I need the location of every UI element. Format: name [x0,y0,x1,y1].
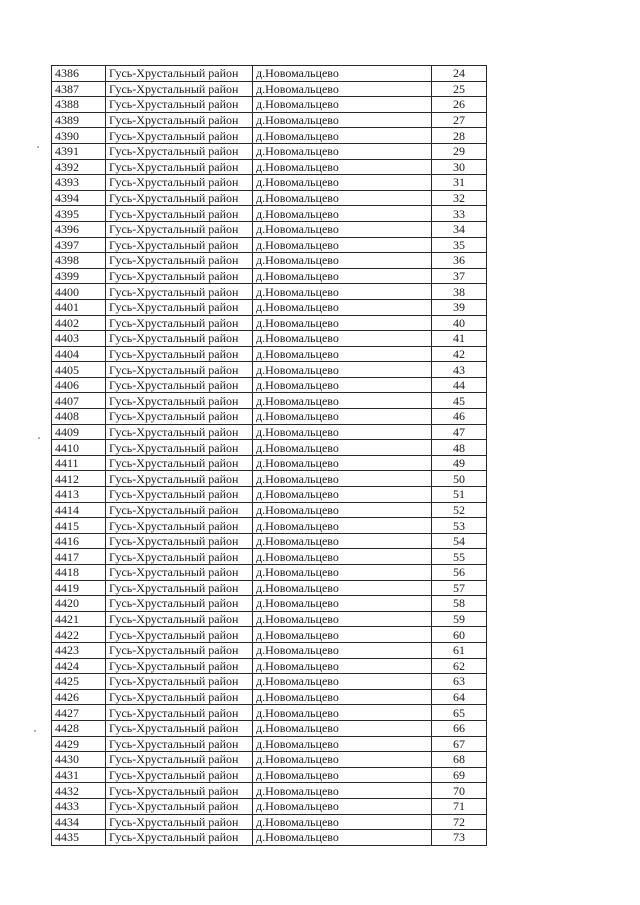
district-cell: Гусь-Хрустальный район [106,299,253,315]
record-number-cell: 4414 [52,502,106,518]
settlement-cell: д.Новомальцево [253,409,432,425]
house-number-cell: 72 [432,814,487,830]
house-number-cell: 63 [432,674,487,690]
district-cell: Гусь-Хрустальный район [106,689,253,705]
settlement-cell: д.Новомальцево [253,752,432,768]
district-cell: Гусь-Хрустальный район [106,487,253,503]
record-number-cell: 4407 [52,393,106,409]
district-cell: Гусь-Хрустальный район [106,674,253,690]
record-number-cell: 4422 [52,627,106,643]
settlement-cell: д.Новомальцево [253,440,432,456]
record-number-cell: 4397 [52,237,106,253]
record-number-cell: 4420 [52,596,106,612]
settlement-cell: д.Новомальцево [253,658,432,674]
house-number-cell: 57 [432,580,487,596]
district-cell: Гусь-Хрустальный район [106,658,253,674]
table-row [52,346,487,362]
district-cell: Гусь-Хрустальный район [106,393,253,409]
record-number-cell: 4401 [52,299,106,315]
table-row [52,674,487,690]
house-number-cell: 53 [432,518,487,534]
scan-speck [34,730,36,732]
district-cell: Гусь-Хрустальный район [106,175,253,191]
district-cell: Гусь-Хрустальный район [106,159,253,175]
district-cell: Гусь-Хрустальный район [106,705,253,721]
table-row [52,128,487,144]
house-number-cell: 31 [432,175,487,191]
district-cell: Гусь-Хрустальный район [106,331,253,347]
settlement-cell: д.Новомальцево [253,502,432,518]
house-number-cell: 73 [432,830,487,846]
settlement-cell: д.Новомальцево [253,362,432,378]
record-number-cell: 4398 [52,253,106,269]
table-row [52,97,487,113]
table-row [52,393,487,409]
record-number-cell: 4431 [52,767,106,783]
record-number-cell: 4426 [52,689,106,705]
table-row [52,362,487,378]
house-number-cell: 37 [432,268,487,284]
house-number-cell: 59 [432,611,487,627]
table-row [52,783,487,799]
settlement-cell: д.Новомальцево [253,128,432,144]
record-number-cell: 4427 [52,705,106,721]
house-number-cell: 49 [432,455,487,471]
settlement-cell: д.Новомальцево [253,565,432,581]
table-row [52,143,487,159]
house-number-cell: 28 [432,128,487,144]
table-row [52,409,487,425]
table-row [52,814,487,830]
house-number-cell: 35 [432,237,487,253]
house-number-cell: 36 [432,253,487,269]
table-row [52,159,487,175]
record-number-cell: 4408 [52,409,106,425]
house-number-cell: 38 [432,284,487,300]
district-cell: Гусь-Хрустальный район [106,253,253,269]
table-row [52,767,487,783]
district-cell: Гусь-Хрустальный район [106,409,253,425]
district-cell: Гусь-Хрустальный район [106,471,253,487]
table-row [52,580,487,596]
house-number-cell: 60 [432,627,487,643]
settlement-cell: д.Новомальцево [253,814,432,830]
district-cell: Гусь-Хрустальный район [106,143,253,159]
record-number-cell: 4392 [52,159,106,175]
district-cell: Гусь-Хрустальный район [106,783,253,799]
district-cell: Гусь-Хрустальный район [106,580,253,596]
settlement-cell: д.Новомальцево [253,736,432,752]
settlement-cell: д.Новомальцево [253,268,432,284]
district-cell: Гусь-Хрустальный район [106,112,253,128]
settlement-cell: д.Новомальцево [253,611,432,627]
house-number-cell: 25 [432,81,487,97]
settlement-cell: д.Новомальцево [253,346,432,362]
house-number-cell: 58 [432,596,487,612]
district-cell: Гусь-Хрустальный район [106,642,253,658]
table-row [52,705,487,721]
district-cell: Гусь-Хрустальный район [106,596,253,612]
settlement-cell: д.Новомальцево [253,674,432,690]
settlement-cell: д.Новомальцево [253,471,432,487]
record-number-cell: 4421 [52,611,106,627]
settlement-cell: д.Новомальцево [253,580,432,596]
house-number-cell: 45 [432,393,487,409]
district-cell: Гусь-Хрустальный район [106,518,253,534]
house-number-cell: 34 [432,221,487,237]
settlement-cell: д.Новомальцево [253,206,432,222]
house-number-cell: 67 [432,736,487,752]
record-number-cell: 4399 [52,268,106,284]
settlement-cell: д.Новомальцево [253,237,432,253]
house-number-cell: 70 [432,783,487,799]
house-number-cell: 68 [432,752,487,768]
house-number-cell: 50 [432,471,487,487]
table-row [52,627,487,643]
district-cell: Гусь-Хрустальный район [106,611,253,627]
district-cell: Гусь-Хрустальный район [106,533,253,549]
house-number-cell: 52 [432,502,487,518]
record-number-cell: 4410 [52,440,106,456]
record-number-cell: 4428 [52,720,106,736]
district-cell: Гусь-Хрустальный район [106,440,253,456]
record-number-cell: 4394 [52,190,106,206]
settlement-cell: д.Новомальцево [253,767,432,783]
settlement-cell: д.Новомальцево [253,97,432,113]
registry-table-body [52,66,487,846]
table-row [52,487,487,503]
table-row [52,471,487,487]
settlement-cell: д.Новомальцево [253,175,432,191]
settlement-cell: д.Новомальцево [253,549,432,565]
settlement-cell: д.Новомальцево [253,533,432,549]
table-row [52,377,487,393]
record-number-cell: 4396 [52,221,106,237]
table-row [52,81,487,97]
settlement-cell: д.Новомальцево [253,518,432,534]
record-number-cell: 4403 [52,331,106,347]
district-cell: Гусь-Хрустальный район [106,377,253,393]
district-cell: Гусь-Хрустальный район [106,81,253,97]
table-row [52,642,487,658]
record-number-cell: 4395 [52,206,106,222]
table-row [52,455,487,471]
house-number-cell: 51 [432,487,487,503]
table-row [52,518,487,534]
record-number-cell: 4388 [52,97,106,113]
table-row [52,206,487,222]
record-number-cell: 4423 [52,642,106,658]
house-number-cell: 24 [432,66,487,82]
settlement-cell: д.Новомальцево [253,689,432,705]
district-cell: Гусь-Хрустальный район [106,798,253,814]
settlement-cell: д.Новомальцево [253,331,432,347]
house-number-cell: 62 [432,658,487,674]
district-cell: Гусь-Хрустальный район [106,565,253,581]
settlement-cell: д.Новомальцево [253,284,432,300]
record-number-cell: 4409 [52,424,106,440]
house-number-cell: 44 [432,377,487,393]
house-number-cell: 65 [432,705,487,721]
district-cell: Гусь-Хрустальный район [106,455,253,471]
district-cell: Гусь-Хрустальный район [106,206,253,222]
record-number-cell: 4432 [52,783,106,799]
settlement-cell: д.Новомальцево [253,221,432,237]
table-row [52,830,487,846]
house-number-cell: 42 [432,346,487,362]
district-cell: Гусь-Хрустальный район [106,424,253,440]
table-row [52,284,487,300]
house-number-cell: 40 [432,315,487,331]
settlement-cell: д.Новомальцево [253,627,432,643]
table-row [52,752,487,768]
registry-table [51,65,487,846]
house-number-cell: 27 [432,112,487,128]
district-cell: Гусь-Хрустальный район [106,346,253,362]
district-cell: Гусь-Хрустальный район [106,502,253,518]
district-cell: Гусь-Хрустальный район [106,736,253,752]
record-number-cell: 4419 [52,580,106,596]
table-row [52,331,487,347]
table-row [52,112,487,128]
record-number-cell: 4411 [52,455,106,471]
table-row [52,549,487,565]
settlement-cell: д.Новомальцево [253,159,432,175]
table-row [52,268,487,284]
house-number-cell: 47 [432,424,487,440]
settlement-cell: д.Новомальцево [253,720,432,736]
table-row [52,237,487,253]
record-number-cell: 4393 [52,175,106,191]
district-cell: Гусь-Хрустальный район [106,221,253,237]
house-number-cell: 61 [432,642,487,658]
settlement-cell: д.Новомальцево [253,393,432,409]
record-number-cell: 4402 [52,315,106,331]
scan-speck [38,437,40,439]
record-number-cell: 4390 [52,128,106,144]
house-number-cell: 66 [432,720,487,736]
settlement-cell: д.Новомальцево [253,253,432,269]
house-number-cell: 43 [432,362,487,378]
district-cell: Гусь-Хрустальный район [106,627,253,643]
district-cell: Гусь-Хрустальный район [106,128,253,144]
district-cell: Гусь-Хрустальный район [106,284,253,300]
table-row [52,190,487,206]
settlement-cell: д.Новомальцево [253,66,432,82]
district-cell: Гусь-Хрустальный район [106,767,253,783]
settlement-cell: д.Новомальцево [253,798,432,814]
record-number-cell: 4418 [52,565,106,581]
table-row [52,798,487,814]
settlement-cell: д.Новомальцево [253,705,432,721]
table-row [52,175,487,191]
table-row [52,66,487,82]
record-number-cell: 4413 [52,487,106,503]
settlement-cell: д.Новомальцево [253,642,432,658]
settlement-cell: д.Новомальцево [253,596,432,612]
record-number-cell: 4415 [52,518,106,534]
district-cell: Гусь-Хрустальный район [106,237,253,253]
record-number-cell: 4389 [52,112,106,128]
table-row [52,502,487,518]
record-number-cell: 4387 [52,81,106,97]
house-number-cell: 69 [432,767,487,783]
table-row [52,736,487,752]
district-cell: Гусь-Хрустальный район [106,362,253,378]
house-number-cell: 29 [432,143,487,159]
record-number-cell: 4391 [52,143,106,159]
record-number-cell: 4434 [52,814,106,830]
house-number-cell: 55 [432,549,487,565]
table-row [52,221,487,237]
settlement-cell: д.Новомальцево [253,783,432,799]
settlement-cell: д.Новомальцево [253,112,432,128]
record-number-cell: 4404 [52,346,106,362]
table-row [52,720,487,736]
district-cell: Гусь-Хрустальный район [106,66,253,82]
settlement-cell: д.Новомальцево [253,424,432,440]
record-number-cell: 4424 [52,658,106,674]
house-number-cell: 41 [432,331,487,347]
settlement-cell: д.Новомальцево [253,487,432,503]
district-cell: Гусь-Хрустальный район [106,268,253,284]
house-number-cell: 54 [432,533,487,549]
settlement-cell: д.Новомальцево [253,315,432,331]
record-number-cell: 4435 [52,830,106,846]
house-number-cell: 71 [432,798,487,814]
house-number-cell: 26 [432,97,487,113]
record-number-cell: 4417 [52,549,106,565]
record-number-cell: 4405 [52,362,106,378]
table-row [52,565,487,581]
scan-speck [37,146,39,148]
table-row [52,299,487,315]
house-number-cell: 64 [432,689,487,705]
house-number-cell: 39 [432,299,487,315]
district-cell: Гусь-Хрустальный район [106,830,253,846]
record-number-cell: 4406 [52,377,106,393]
table-row [52,689,487,705]
settlement-cell: д.Новомальцево [253,377,432,393]
table-row [52,315,487,331]
house-number-cell: 46 [432,409,487,425]
house-number-cell: 32 [432,190,487,206]
record-number-cell: 4433 [52,798,106,814]
district-cell: Гусь-Хрустальный район [106,814,253,830]
district-cell: Гусь-Хрустальный район [106,752,253,768]
table-row [52,440,487,456]
district-cell: Гусь-Хрустальный район [106,315,253,331]
record-number-cell: 4425 [52,674,106,690]
district-cell: Гусь-Хрустальный район [106,190,253,206]
record-number-cell: 4430 [52,752,106,768]
house-number-cell: 56 [432,565,487,581]
record-number-cell: 4416 [52,533,106,549]
table-row [52,424,487,440]
house-number-cell: 30 [432,159,487,175]
settlement-cell: д.Новомальцево [253,830,432,846]
table-row [52,253,487,269]
table-row [52,533,487,549]
settlement-cell: д.Новомальцево [253,299,432,315]
record-number-cell: 4386 [52,66,106,82]
table-row [52,658,487,674]
record-number-cell: 4429 [52,736,106,752]
table-row [52,611,487,627]
record-number-cell: 4412 [52,471,106,487]
table-row [52,596,487,612]
settlement-cell: д.Новомальцево [253,190,432,206]
district-cell: Гусь-Хрустальный район [106,97,253,113]
house-number-cell: 33 [432,206,487,222]
district-cell: Гусь-Хрустальный район [106,549,253,565]
settlement-cell: д.Новомальцево [253,81,432,97]
district-cell: Гусь-Хрустальный район [106,720,253,736]
record-number-cell: 4400 [52,284,106,300]
house-number-cell: 48 [432,440,487,456]
settlement-cell: д.Новомальцево [253,455,432,471]
settlement-cell: д.Новомальцево [253,143,432,159]
